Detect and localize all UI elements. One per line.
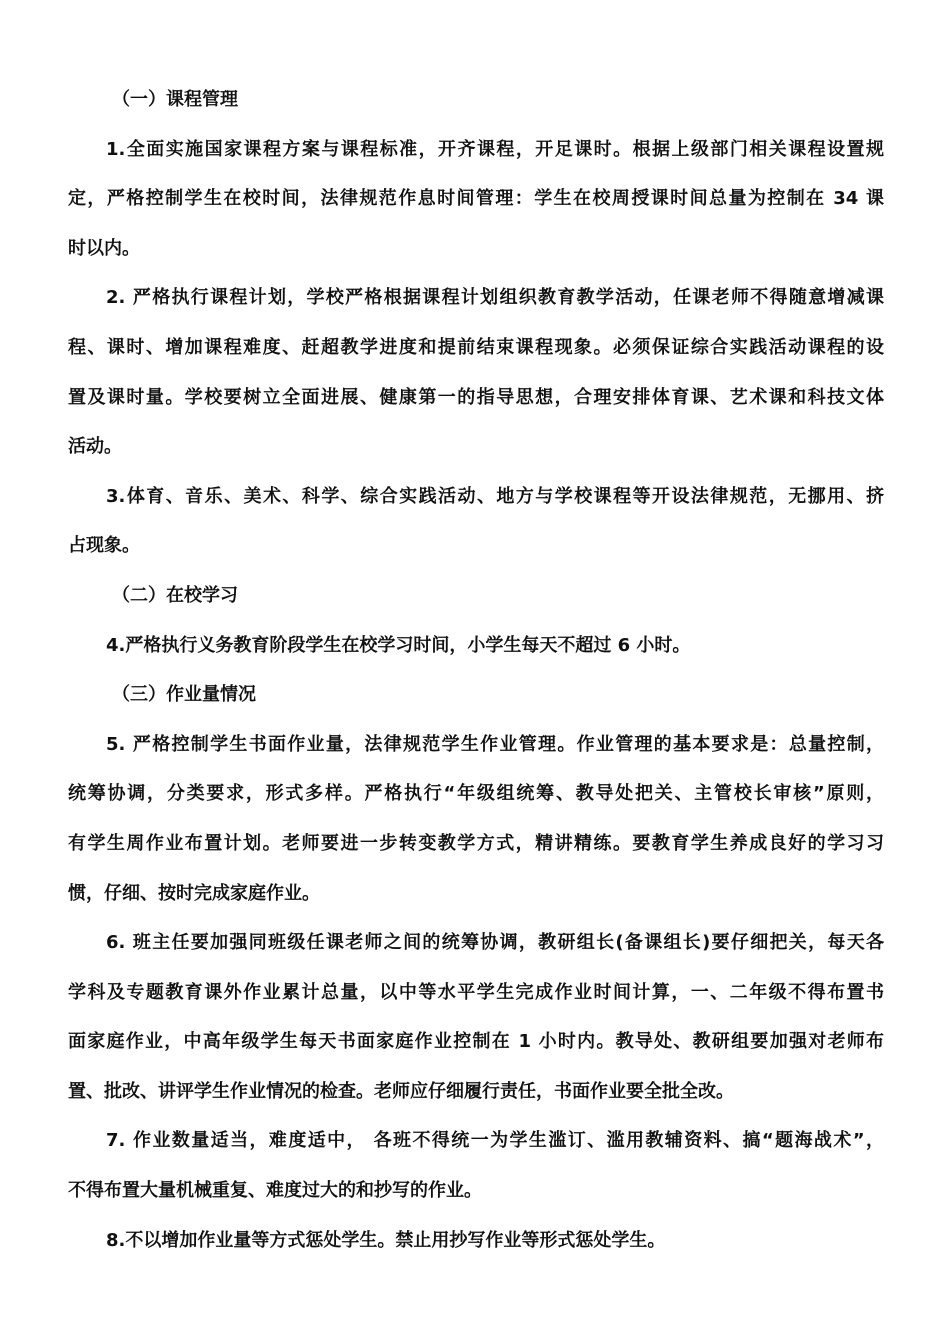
text-line: 有学生周作业布置计划。老师要进一步转变教学方式，精讲精练。要教育学生养成良好的学习习 [68, 832, 884, 854]
text-line: 活动。 [68, 436, 122, 458]
section-heading: （一）课程管理 [112, 89, 238, 110]
text-line: 置及课时量。学校要树立全面进展、健康第一的指导思想，合理安排体育课、艺术课和科技文体 [68, 386, 884, 408]
text-line: 8.不以增加作业量等方式惩处学生。禁止用抄写作业等形式惩处学生。 [106, 1229, 666, 1251]
section-heading: （二）在校学习 [112, 584, 238, 606]
text-line: 2. 严格执行课程计划，学校严格根据课程计划组织教育教学活动，任课老师不得随意增减课 [106, 287, 884, 309]
paragraph [68, 472, 884, 571]
paragraph [68, 1116, 884, 1215]
paragraph [68, 621, 884, 671]
text-line: 占现象。 [68, 535, 140, 557]
section-heading: （三）作业量情况 [112, 684, 256, 706]
paragraph [68, 918, 884, 1116]
paragraph [68, 125, 884, 274]
text-line: 学科及专题教育课外作业累计总量，以中等水平学生完成作业时间计算，一、二年级不得布置书 [68, 981, 884, 1003]
text-line: 6. 班主任要加强同班级任课老师之间的统筹协调，教研组长(备课组长)要仔细把关，每天各 [106, 932, 884, 954]
text-line: 3.体育、音乐、美术、科学、综合实践活动、地方与学校课程等开设法律规范，无挪用、挤 [106, 485, 884, 507]
text-line: 定，严格控制学生在校时间，法律规范作息时间管理：学生在校周授课时间总量为控制在 34 课 [68, 188, 884, 210]
text-line: 惯，仔细、按时完成家庭作业。 [68, 882, 320, 904]
text-line: 4.严格执行义务教育阶段学生在校学习时间，小学生每天不超过 6 小时。 [106, 634, 691, 656]
text-line: 1.全面实施国家课程方案与课程标准，开齐课程，开足课时。根据上级部门相关课程设置规 [106, 138, 884, 160]
text-line: 程、课时、增加课程难度、赶超教学进度和提前结束课程现象。必须保证综合实践活动课程的设 [68, 336, 884, 358]
text-line: 置、批改、讲评学生作业情况的检查。老师应仔细履行责任，书面作业要全批全改。 [68, 1080, 734, 1102]
text-line: 7. 作业数量适当，难度适中， 各班不得统一为学生滥订、滥用教辅资料、搞“题海战术”， [106, 1130, 884, 1152]
paragraph [68, 720, 884, 918]
text-line: 不得布置大量机械重复、难度过大的和抄写的作业。 [68, 1180, 482, 1202]
paragraph [68, 273, 884, 471]
text-line: 面家庭作业，中高年级学生每天书面家庭作业控制在 1 小时内。教导处、教研组要加强对老师布 [68, 1031, 884, 1053]
paragraph [68, 1216, 884, 1266]
text-line: 统筹协调，分类要求，形式多样。严格执行“年级组统筹、教导处把关、主管校长审核”原则， [68, 783, 884, 805]
text-line: 5. 严格控制学生书面作业量，法律规范学生作业管理。作业管理的基本要求是：总量控制， [106, 733, 884, 755]
text-line: 时以内。 [68, 237, 140, 259]
